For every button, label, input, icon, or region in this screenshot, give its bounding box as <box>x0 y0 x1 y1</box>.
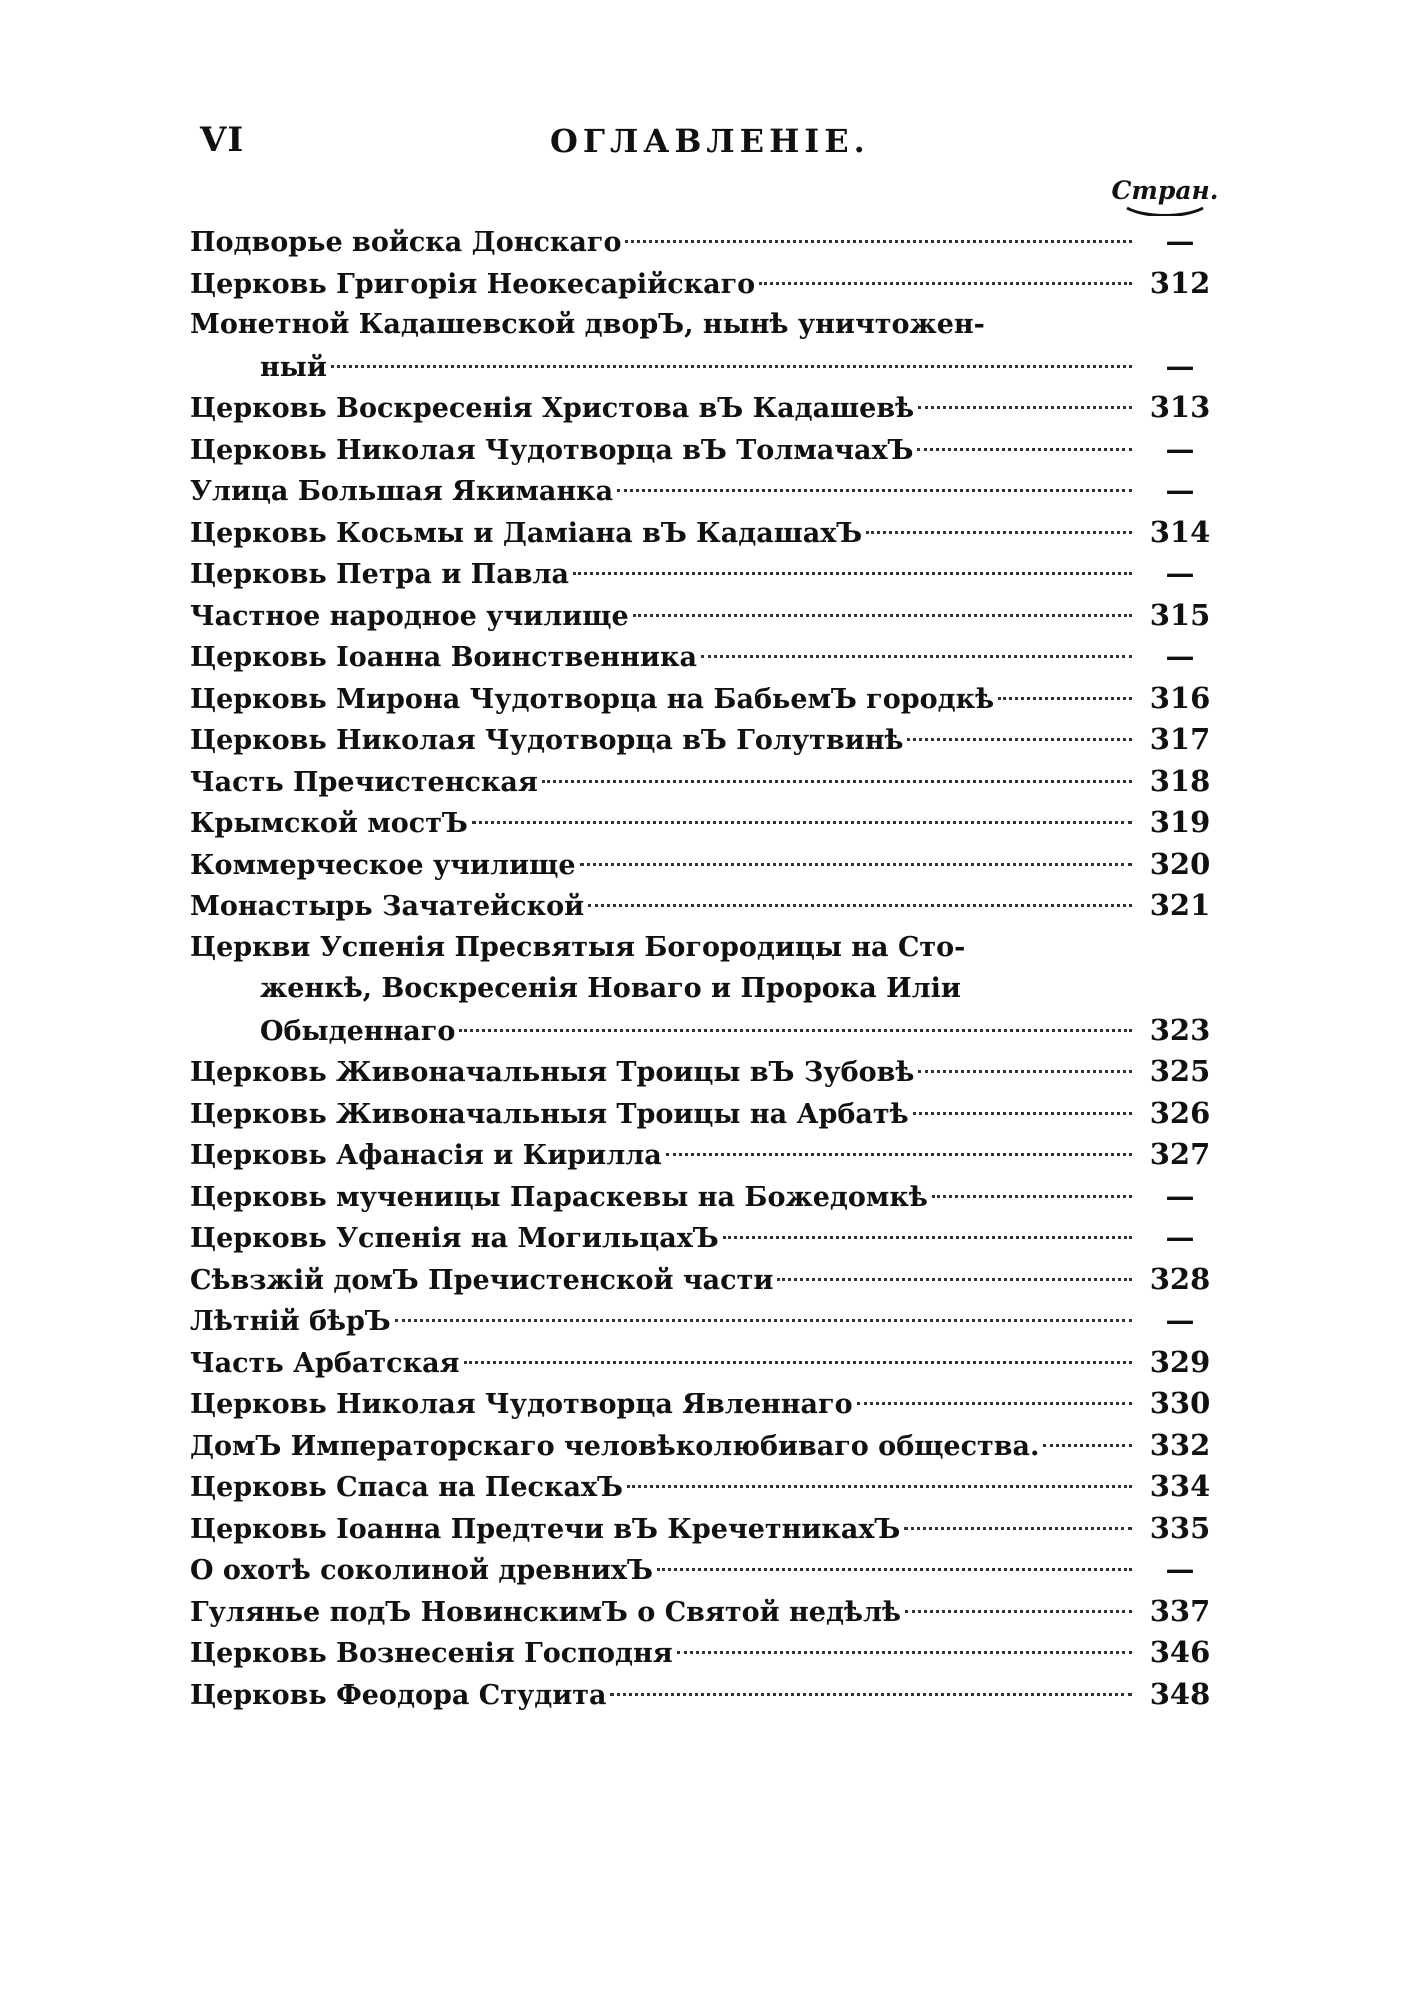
toc-entry <box>190 1466 1220 1508</box>
toc-entry <box>190 304 1220 387</box>
toc-entry-text: Церковь Іоанна Воинственника <box>190 642 697 673</box>
toc-entry <box>190 387 1220 429</box>
toc-entry-text: Обыденнаго <box>260 1015 456 1047</box>
toc-entry <box>190 1549 1220 1591</box>
dot-leader <box>723 1236 1132 1239</box>
dot-leader <box>580 863 1132 866</box>
toc-entry-line <box>190 1217 1220 1259</box>
dot-leader <box>905 1610 1132 1613</box>
page-title: ОГЛАВЛЕНІЕ. <box>550 122 870 160</box>
dot-leader <box>464 1361 1132 1364</box>
swash-ornament-icon <box>1125 206 1205 216</box>
dot-leader <box>1043 1444 1132 1447</box>
toc-entry <box>190 1134 1220 1176</box>
toc-entry-text: Коммерческое училище <box>190 849 576 881</box>
toc-entry-line <box>190 678 1220 720</box>
toc-entry-line <box>190 1508 1220 1550</box>
dot-leader <box>918 1070 1132 1073</box>
toc-page-number: — <box>1165 431 1195 466</box>
toc-entry <box>190 719 1220 761</box>
toc-entry-line <box>190 1425 1220 1467</box>
toc-page-number: — <box>1165 1303 1195 1337</box>
toc-entry-text: О охотѣ соколиной древнихЪ <box>190 1555 653 1586</box>
toc-entry-line <box>190 636 1220 678</box>
toc-entry-line <box>190 387 1220 429</box>
toc-page-number: 327 <box>1149 1137 1211 1171</box>
dot-leader <box>331 365 1132 368</box>
toc-entry-line <box>190 1549 1220 1591</box>
toc-entry <box>190 678 1220 720</box>
toc-entry <box>190 595 1220 637</box>
dot-leader <box>395 1319 1132 1322</box>
toc-entry-text: Церковь Петра и Павла <box>190 559 570 590</box>
toc-page-number: 317 <box>1149 722 1211 756</box>
toc-entry-line <box>190 553 1220 595</box>
toc-entry-line <box>190 1176 1220 1218</box>
toc-entry-line <box>190 263 1220 305</box>
dot-leader <box>617 489 1132 492</box>
toc-entry <box>190 1674 1220 1716</box>
toc-entry <box>190 802 1220 844</box>
toc-entry-text: Церковь Николая Чудотворца вЪ ТолмачахЪ <box>190 434 914 466</box>
dot-leader <box>907 738 1132 741</box>
toc-entry-line <box>190 1093 1220 1135</box>
toc-entry-line <box>190 844 1220 886</box>
toc-page-number: — <box>1165 556 1195 590</box>
toc-page-number: 326 <box>1149 1095 1211 1130</box>
toc-page-number: 334 <box>1149 1469 1211 1503</box>
dot-leader <box>459 1029 1132 1032</box>
toc-entry <box>190 221 1220 263</box>
dot-leader <box>666 1153 1132 1156</box>
toc-entry-text: Церковь Воскресенія Христова вЪ Кадашевѣ <box>190 393 915 424</box>
toc-entry <box>190 1176 1220 1218</box>
toc-page-number: 337 <box>1149 1593 1211 1628</box>
toc-entry <box>190 927 1220 1052</box>
toc-entry <box>190 553 1220 595</box>
toc-entry-line <box>190 470 1220 512</box>
toc-entry-line <box>190 1383 1220 1425</box>
page-folio: VI <box>200 120 245 160</box>
toc-page-number: 335 <box>1149 1510 1211 1545</box>
toc-entry-text: Церковь Афанасія и Кирилла <box>190 1140 662 1171</box>
toc-entry-line <box>190 802 1220 844</box>
dot-leader <box>777 1278 1132 1281</box>
toc-page-number: — <box>1165 1220 1195 1254</box>
dot-leader <box>472 821 1132 824</box>
toc-page-number: 313 <box>1149 390 1211 424</box>
dot-leader <box>759 282 1132 285</box>
toc-page-number: 323 <box>1149 1012 1211 1047</box>
toc-page-number: 332 <box>1149 1427 1211 1462</box>
toc-entry <box>190 1051 1220 1093</box>
toc-page-number: 316 <box>1149 680 1211 715</box>
toc-entry-text: Церковь Живоначальныя Троицы на Арбатѣ <box>190 1098 909 1130</box>
toc-page-number: — <box>1165 639 1195 673</box>
dot-leader <box>918 406 1132 409</box>
toc-page-number: 348 <box>1149 1676 1211 1711</box>
toc-entry-line <box>190 595 1220 637</box>
toc-entry-line <box>190 1134 1220 1176</box>
toc-entry-line <box>190 885 1220 927</box>
toc-entry-text: Церковь Мирона Чудотворца на БабьемЪ городкѣ <box>190 683 995 715</box>
toc-entry-line <box>190 1010 1220 1052</box>
toc-page-number: 328 <box>1149 1261 1211 1296</box>
toc-page-number: — <box>1165 1178 1195 1213</box>
toc-entry-line <box>190 221 1220 263</box>
toc-entry <box>190 1300 1220 1342</box>
toc-page-number: — <box>1165 1552 1195 1586</box>
dot-leader <box>610 1693 1132 1696</box>
toc-entry-text: Церковь Феодора Студита <box>190 1679 607 1711</box>
toc-entry-line <box>190 346 1220 388</box>
dot-leader <box>573 572 1132 575</box>
table-of-contents <box>190 221 1220 1715</box>
toc-page-number: 329 <box>1149 1344 1211 1379</box>
toc-entry-text: ный <box>260 351 327 383</box>
dot-leader <box>677 1651 1132 1654</box>
dot-leader <box>913 1112 1132 1115</box>
dot-leader <box>917 448 1132 451</box>
page-column-label <box>1110 176 1220 226</box>
toc-entry-line <box>190 1342 1220 1384</box>
toc-entry-text: Сѣвзжій домЪ Пречистенской части <box>190 1264 774 1296</box>
toc-page-number: 346 <box>1149 1635 1211 1669</box>
toc-entry <box>190 470 1220 512</box>
toc-entry-text: Гулянье подЪ НовинскимЪ о Святой недѣлѣ <box>190 1596 901 1628</box>
toc-entry <box>190 844 1220 886</box>
toc-entry-text: Церковь Косьмы и Даміана вЪ КадашахЪ <box>190 517 863 549</box>
toc-entry-line <box>190 1259 1220 1301</box>
toc-entry <box>190 1508 1220 1550</box>
toc-entry <box>190 1632 1220 1674</box>
dot-leader <box>998 697 1132 700</box>
toc-entry-text: Церковь Спаса на ПескахЪ <box>190 1472 623 1503</box>
toc-entry-line <box>190 1051 1220 1093</box>
toc-page-number: 325 <box>1149 1054 1211 1088</box>
toc-page-number: 321 <box>1149 888 1211 922</box>
toc-page-number: — <box>1165 224 1195 258</box>
toc-entry <box>190 1342 1220 1384</box>
dot-leader <box>866 531 1132 534</box>
toc-entry-line <box>190 1300 1220 1342</box>
toc-entry-text: Церковь Живоначальныя Троицы вЪ Зубовѣ <box>190 1057 915 1088</box>
toc-page-number: 318 <box>1149 763 1211 798</box>
page-header <box>200 120 1200 170</box>
toc-entry-line <box>190 1591 1220 1633</box>
toc-entry-text: Частное народное училище <box>190 600 629 632</box>
toc-entry <box>190 761 1220 803</box>
toc-entry-text: Монастырь Зачатейской <box>190 891 585 922</box>
toc-entry-text: Крымской мостЪ <box>190 808 468 839</box>
toc-entry <box>190 885 1220 927</box>
dot-leader <box>633 614 1132 617</box>
toc-entry <box>190 1259 1220 1301</box>
dot-leader <box>904 1527 1132 1530</box>
toc-entry-line <box>190 304 1220 346</box>
toc-entry <box>190 1425 1220 1467</box>
toc-entry-text: Церковь Николая Чудотворца вЪ Голутвинѣ <box>190 725 904 756</box>
toc-entry <box>190 1383 1220 1425</box>
dot-leader <box>542 780 1132 783</box>
toc-page-number: 314 <box>1149 514 1211 549</box>
toc-page-number: 312 <box>1149 265 1211 300</box>
toc-entry-line <box>190 927 1220 969</box>
toc-page-number: — <box>1165 348 1195 383</box>
dot-leader <box>932 1195 1132 1198</box>
toc-entry-text: Улица Большая Якиманка <box>190 476 614 507</box>
toc-entry-line <box>190 512 1220 554</box>
toc-entry <box>190 1217 1220 1259</box>
dot-leader <box>627 1485 1132 1488</box>
toc-entry-line <box>190 1674 1220 1716</box>
toc-entry-line <box>190 1632 1220 1674</box>
dot-leader <box>625 240 1132 243</box>
toc-page-number: 330 <box>1149 1386 1211 1420</box>
toc-entry <box>190 429 1220 471</box>
toc-entry-text: Церковь Григорія Неокесарійскаго <box>190 268 756 300</box>
page-column-label-text: Стран. <box>1111 176 1219 205</box>
toc-entry <box>190 1591 1220 1633</box>
dot-leader <box>657 1568 1132 1571</box>
toc-entry-line <box>190 1466 1220 1508</box>
toc-entry <box>190 636 1220 678</box>
toc-entry-text: Церковь Успенія на МогильцахЪ <box>190 1223 719 1254</box>
toc-page-number: — <box>1165 473 1195 507</box>
toc-entry-text: Церковь мученицы Параскевы на Божедомкѣ <box>190 1181 928 1213</box>
toc-entry-text: Церковь Іоанна Предтечи вЪ КречетникахЪ <box>190 1513 901 1545</box>
toc-entry-text: Часть Арбатская <box>190 1347 460 1379</box>
toc-entry-line <box>190 968 1220 1010</box>
toc-page-number: 319 <box>1149 805 1211 839</box>
toc-entry-text: Подворье войска Донскаго <box>190 227 622 258</box>
toc-entry-text: Церковь Николая Чудотворца Явленнаго <box>190 1389 853 1420</box>
toc-entry-text: Церкви Успенія Пресвятыя Богородицы на Сто- <box>190 931 966 963</box>
toc-entry-line <box>190 761 1220 803</box>
toc-entry-line <box>190 429 1220 471</box>
toc-entry <box>190 1093 1220 1135</box>
toc-page-number: 320 <box>1149 846 1211 881</box>
dot-leader <box>857 1402 1132 1405</box>
toc-page-number: 315 <box>1149 597 1211 632</box>
toc-entry-text: Часть Пречистенская <box>190 766 538 798</box>
toc-entry-text: Монетной Кадашевской дворЪ, нынѣ уничтожен- <box>190 309 985 340</box>
toc-entry <box>190 512 1220 554</box>
toc-entry <box>190 263 1220 305</box>
toc-entry-text: Лѣтній бѣрЪ <box>190 1306 391 1337</box>
toc-entry-text: женкѣ, Воскресенія Новаго и Пророка Иліи <box>260 973 961 1004</box>
dot-leader <box>588 904 1132 907</box>
toc-entry-text: Церковь Вознесенія Господня <box>190 1638 673 1669</box>
toc-entry-text: ДомЪ Императорскаго человѣколюбиваго общества. <box>190 1430 1040 1462</box>
dot-leader <box>701 655 1132 658</box>
toc-entry-line <box>190 719 1220 761</box>
